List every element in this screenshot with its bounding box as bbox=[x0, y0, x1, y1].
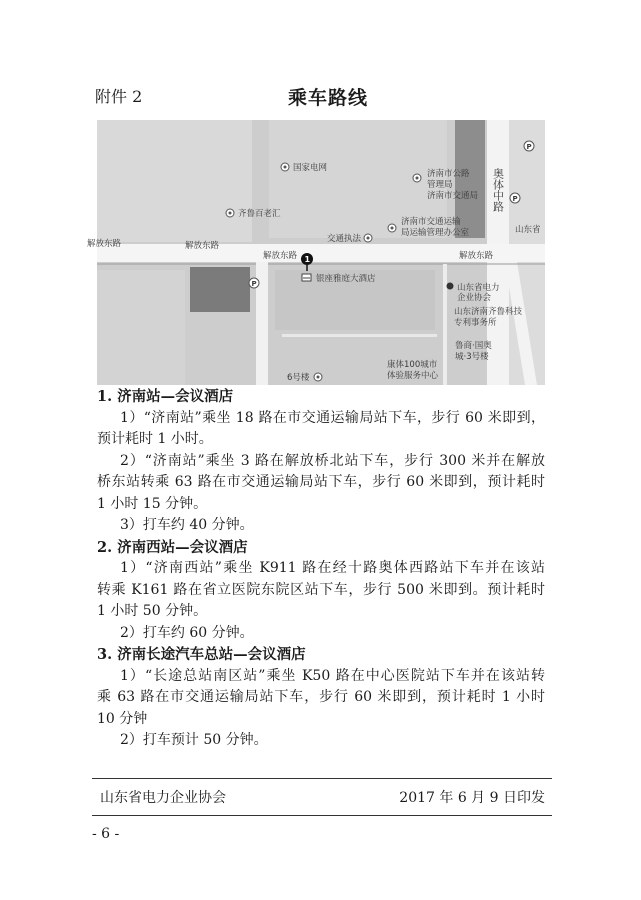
label-transport-bureau: 济南市交通局 bbox=[427, 191, 479, 201]
label-aoti-road: 奥体中路 bbox=[491, 168, 505, 212]
label-jiefang-road: 解放东路 bbox=[87, 239, 122, 249]
route-line: 1 小时 15 分钟。 bbox=[97, 495, 208, 512]
poi-icon bbox=[314, 373, 322, 381]
route-line: 10 分钟 bbox=[97, 710, 148, 727]
label-highway-bureau: 济南市公路 bbox=[427, 169, 470, 179]
label-transport-office: 济南市交通运输 bbox=[401, 217, 461, 227]
association-dot-icon bbox=[447, 283, 454, 290]
poi-icon bbox=[226, 209, 234, 217]
label-state-grid: 国家电网 bbox=[293, 163, 328, 173]
route-line: 2）“济南站”乘坐 3 路在解放桥北站下车，步行 300 米并在解放 bbox=[120, 452, 545, 469]
parking-icon bbox=[524, 141, 534, 151]
section-heading: 3. 济南长途汽车总站—会议酒店 bbox=[97, 646, 306, 663]
parking-letter: P bbox=[526, 143, 532, 151]
label-jiefang-road: 解放东路 bbox=[185, 241, 220, 251]
route-line: 乘 63 路在市交通运输局站下车，步行 60 米即到，预计耗时 1 小时 bbox=[97, 689, 545, 705]
poi-icon bbox=[281, 163, 289, 171]
section-heading: 1. 济南站—会议酒店 bbox=[97, 388, 234, 405]
attachment-label: 附件 2 bbox=[95, 87, 143, 106]
footer-rule-top bbox=[92, 778, 552, 779]
poi-icon bbox=[364, 234, 372, 242]
route-line: 1）“济南西站”乘坐 K911 路在经十路奥体西路站下车并在该站 bbox=[120, 560, 545, 576]
label-patent-office: 山东济南齐鲁科技 bbox=[454, 307, 523, 317]
map-building-dark-lower bbox=[190, 267, 250, 312]
label-power-association: 山东省电力 bbox=[457, 283, 500, 293]
page-title: 乘车路线 bbox=[288, 87, 369, 109]
label-power-association-2: 企业协会 bbox=[457, 293, 492, 303]
route-line: 转乘 K161 路在省立医院东院区站下车，步行 500 米即到。预计耗时 bbox=[97, 581, 545, 598]
label-hotel: 银座雅庭大酒店 bbox=[316, 274, 376, 284]
label-highway-bureau-2: 管理局 bbox=[427, 180, 453, 190]
parking-letter: P bbox=[512, 195, 518, 203]
label-kangti: 康体100城市 bbox=[387, 360, 438, 370]
label-jiefang-road: 解放东路 bbox=[263, 251, 298, 261]
road-minor-horizontal bbox=[282, 334, 437, 337]
route-line: 桥东站转乘 63 路在市交通运输局站下车，步行 60 米即到，预计耗时 bbox=[97, 474, 545, 490]
label-traffic-enforcement: 交通执法 bbox=[327, 234, 362, 244]
label-lushang-2: 城·3号楼 bbox=[455, 352, 489, 362]
route-instructions bbox=[97, 386, 545, 752]
footer-organization: 山东省电力企业协会 bbox=[100, 790, 226, 806]
footer-rule-bottom bbox=[92, 815, 552, 816]
page-number: - 6 - bbox=[92, 826, 120, 842]
footer-date: 2017 年 6 月 9 日印发 bbox=[399, 790, 545, 806]
label-lushang: 鲁商·国奥 bbox=[455, 341, 492, 351]
hotel-icon bbox=[302, 274, 311, 281]
section-heading: 2. 济南西站—会议酒店 bbox=[97, 538, 248, 556]
label-shandong-cut: 山东省 bbox=[515, 225, 541, 235]
route-line: 1）“济南站”乘坐 18 路在市交通运输局站下车，步行 60 米即到， bbox=[120, 409, 545, 426]
route-line: 1）“长途总站南区站”乘坐 K50 路在中心医院站下车并在该站转 bbox=[120, 667, 545, 684]
route-line: 2）打车预计 50 分钟。 bbox=[120, 732, 268, 748]
road-minor-vertical bbox=[443, 264, 447, 385]
poi-icon bbox=[413, 174, 421, 182]
map-block-northwest bbox=[97, 120, 252, 242]
poi-icon bbox=[388, 224, 396, 232]
route-line: 2）打车约 60 分钟。 bbox=[120, 624, 254, 641]
label-jiefang-road: 解放东路 bbox=[459, 251, 494, 261]
parking-icon bbox=[510, 193, 520, 203]
label-patent-office-2: 专利事务所 bbox=[454, 318, 497, 328]
label-building6: 6号楼 bbox=[287, 373, 310, 383]
label-kangti-2: 体验服务中心 bbox=[387, 371, 439, 381]
map-block-southwest bbox=[97, 270, 185, 385]
route-line: 1 小时 50 分钟。 bbox=[97, 603, 208, 619]
route-line: 3）打车约 40 分钟。 bbox=[120, 517, 254, 533]
route-line: 预计耗时 1 小时。 bbox=[97, 431, 213, 447]
parking-icon bbox=[249, 278, 259, 288]
map-svg bbox=[87, 120, 545, 385]
label-transport-office-2: 局运输管理办公室 bbox=[401, 228, 470, 238]
label-qilu-broadway: 齐鲁百老汇 bbox=[238, 209, 281, 219]
route-map bbox=[87, 120, 545, 385]
parking-letter: P bbox=[251, 280, 257, 288]
hotel-marker-number: 1 bbox=[304, 255, 311, 264]
